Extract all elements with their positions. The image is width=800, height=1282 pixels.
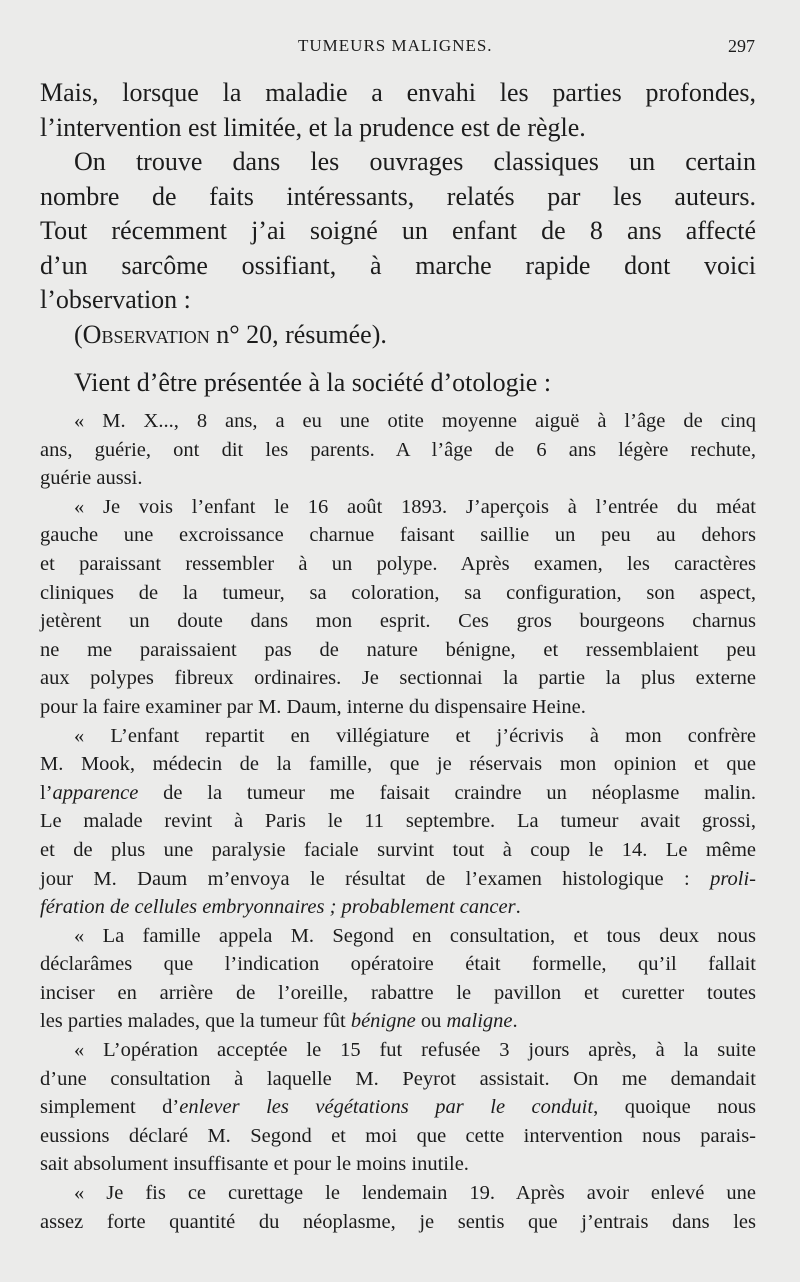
text-line: gauche une excroissance charnue faisant saillie un peu au dehors	[40, 524, 756, 547]
text-line: fération de cellules embryonnaires ; probablement cancer.	[40, 896, 521, 919]
text-line: assez forte quantité du néoplasme, je sentis que j’entrais dans les	[40, 1210, 756, 1233]
text-line: Le malade revint à Paris le 11 septembre. La tumeur avait grossi,	[40, 810, 756, 833]
text-line: ne me paraissaient pas de nature bénigne, et ressemblaient peu	[40, 638, 756, 661]
text-line: inciser en arrière de l’oreille, rabattre le pavillon et curetter toutes	[40, 981, 756, 1004]
observation-label: Observation	[82, 320, 210, 349]
text-line: l’apparence de la tumeur me faisait craindre un néoplasme malin.	[40, 781, 756, 804]
text-line: guérie aussi.	[40, 467, 143, 490]
text-line: cliniques de la tumeur, sa coloration, sa configuration, son aspect,	[40, 581, 756, 604]
text-line: sait absolument insuffisante et pour le moins inutile.	[40, 1153, 469, 1176]
text-line: simplement d’enlever les végétations par le conduit, quoique nous	[40, 1096, 756, 1119]
text-line: pour la faire examiner par M. Daum, interne du dispensaire Heine.	[40, 695, 586, 718]
text-line: déclarâmes que l’indication opératoire était formelle, qu’il fallait	[40, 953, 756, 976]
text-line: « Je fis ce curettage le lendemain 19. Après avoir enlevé une	[74, 1182, 756, 1205]
observation-block	[40, 317, 756, 401]
text-line: jetèrent un doute dans mon esprit. Ces gros bourgeons charnus	[40, 610, 756, 633]
quoted-observation	[40, 407, 756, 1236]
running-title: TUMEURS MALIGNES.	[298, 36, 493, 55]
text-line: Mais, lorsque la maladie a envahi les parties profondes,	[40, 78, 756, 107]
text-line: jour M. Daum m’envoya le résultat de l’examen histologique : proli-	[40, 867, 756, 890]
page-number: 297	[728, 36, 755, 56]
text-line: l’intervention est limitée, et la prudence est de règle.	[40, 112, 586, 142]
text-line: « M. X..., 8 ans, a eu une otite moyenne aiguë à l’âge de cinq	[74, 410, 756, 432]
observation-title: (Observation n° 20, résumée).	[74, 320, 387, 349]
text-line: l’observation :	[40, 285, 191, 314]
intro-paragraphs	[40, 76, 756, 318]
observation-heading: Vient d’être présentée à la société d’otologie :	[74, 368, 552, 397]
text-line: « La famille appela M. Segond en consultation, et tous deux nous	[74, 924, 756, 947]
text-line: « L’enfant repartit en villégiature et j’écrivis à mon confrère	[74, 724, 756, 747]
text-line: et de plus une paralysie faciale survint tout à coup le 14. Le même	[40, 838, 756, 861]
text-line: aux polypes fibreux ordinaires. Je sectionnai la partie la plus externe	[40, 667, 756, 690]
page-header	[40, 36, 755, 62]
text-line: Tout récemment j’ai soigné un enfant de 8 ans affecté	[40, 216, 756, 245]
text-line: « L’opération acceptée le 15 fut refusée 3 jours après, à la suite	[74, 1039, 756, 1062]
text-line: On trouve dans les ouvrages classiques un certain	[74, 147, 756, 176]
text-line: « Je vois l’enfant le 16 août 1893. J’aperçois à l’entrée du méat	[74, 495, 756, 518]
text-line: et paraissant ressembler à un polype. Après examen, les caractères	[40, 552, 756, 575]
text-line: nombre de faits intéressants, relatés par les auteurs.	[40, 181, 756, 211]
text-line: ans, guérie, ont dit les parents. A l’âge de 6 ans légère rechute,	[40, 438, 756, 461]
text-line: eussions déclaré M. Segond et moi que cette intervention nous parais-	[40, 1124, 756, 1147]
text-line: les parties malades, que la tumeur fût bénigne ou maligne.	[40, 1010, 518, 1033]
text-line: d’une consultation à laquelle M. Peyrot assistait. On me demandait	[40, 1067, 756, 1090]
text-line: d’un sarcôme ossifiant, à marche rapide dont voici	[40, 250, 756, 280]
text-line: M. Mook, médecin de la famille, que je réservais mon opinion et que	[40, 753, 756, 776]
